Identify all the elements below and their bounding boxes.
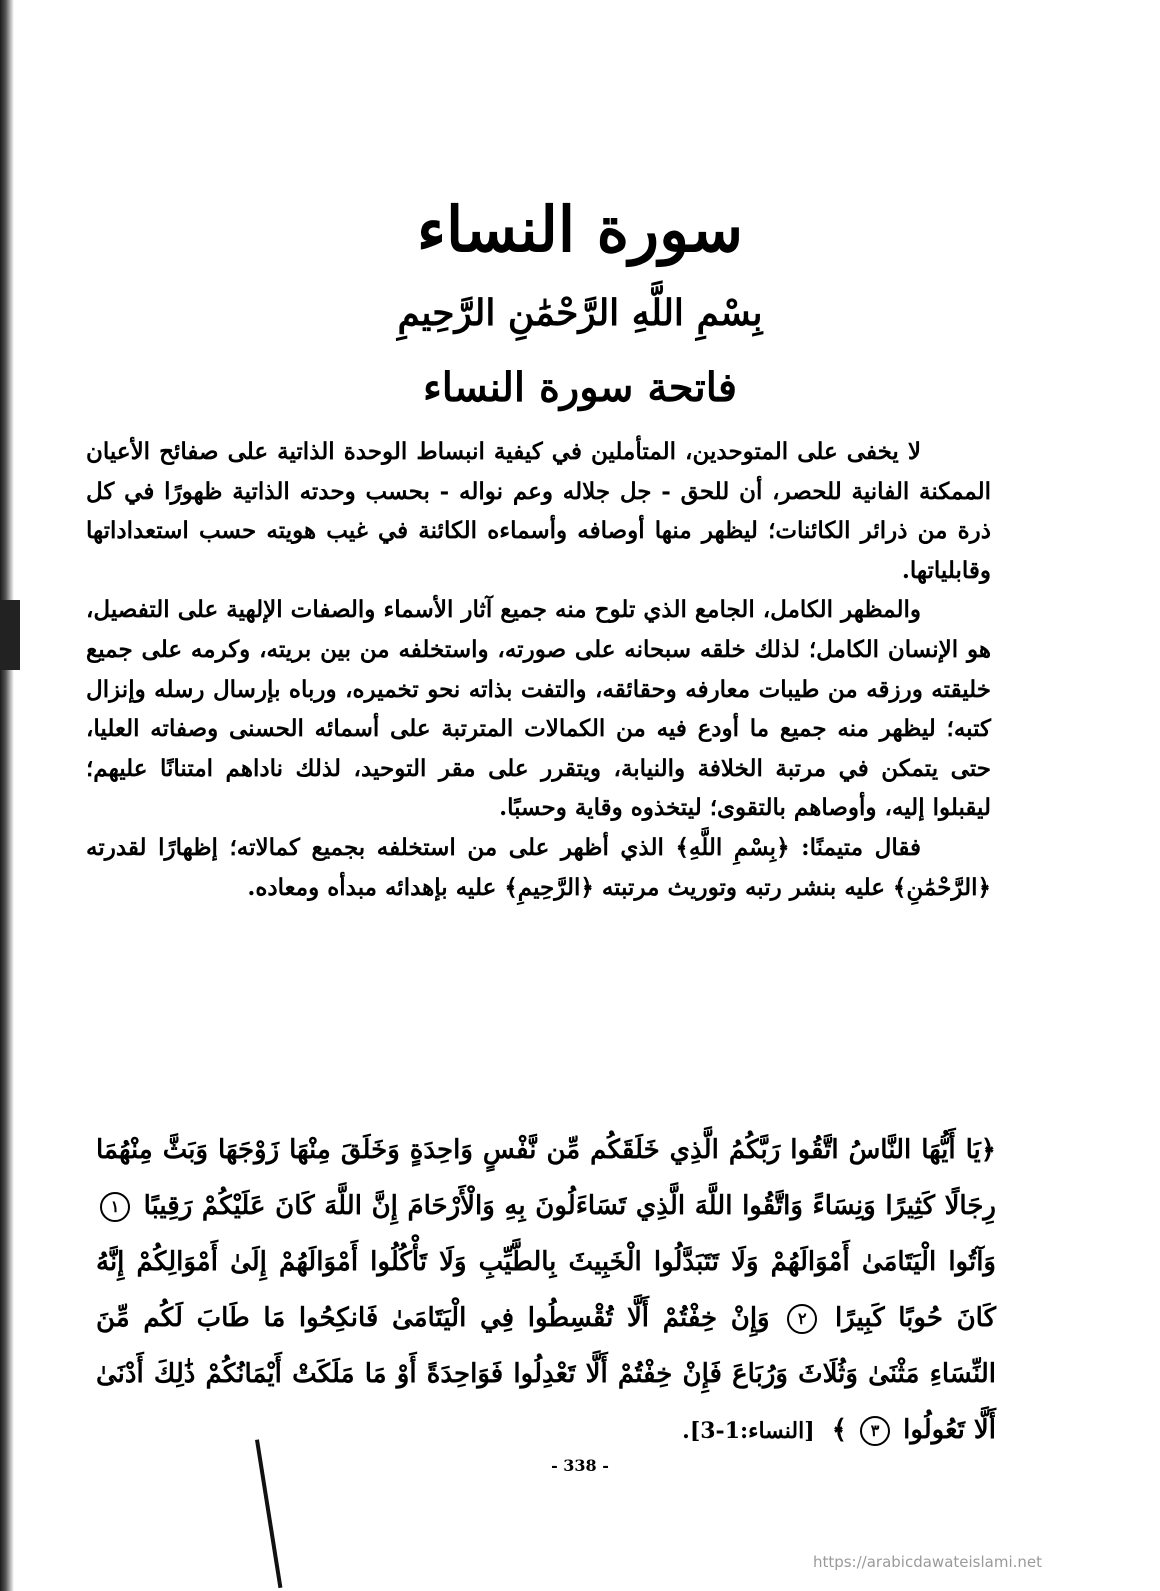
page-number: - 338 - [551,1456,609,1475]
basmala: بِسْمِ اللَّهِ الرَّحْمَٰنِ الرَّحِيمِ [397,292,763,334]
verse-text: ﴿يَا أَيُّهَا النَّاسُ اتَّقُوا رَبَّكُمُ الَّذِي خَلَقَكُم مِّن نَّفْسٍ وَاحِدَةٍ وَخَلَقَ مِنْهَا زَوْجَهَا وَبَثَّ مِنْهُمَا رِجَالًا كَثِيرًا وَنِسَاءً وَاتَّقُوا اللَّهَ الَّذِي تَسَاءَلُونَ بِهِ وَالْأَرْحَامَ إِنَّ اللَّهَ كَانَ عَلَيْكُمْ رَقِيبًا [96,1135,996,1221]
verse-text: وَآتُوا الْيَتَامَىٰ أَمْوَالَهُمْ وَلَا تَتَبَدَّلُوا الْخَبِيثَ بِالطَّيِّبِ وَلَا تَأْكُلُوا أَمْوَالَهُمْ إِلَىٰ أَمْوَالِكُمْ إِنَّهُ كَانَ حُوبًا كَبِيرًا [96,1247,996,1333]
verse-text: وَإِنْ خِفْتُمْ أَلَّا تُقْسِطُوا فِي الْيَتَامَىٰ فَانكِحُوا مَا طَابَ لَكُم مِّنَ النِّسَاءِ مَثْنَىٰ وَثُلَاثَ وَرُبَاعَ فَإِنْ خِفْتُمْ أَلَّا تَعْدِلُوا فَوَاحِدَةً أَوْ مَا مَلَكَتْ أَيْمَانُكُمْ ذَٰلِكَ أَدْنَىٰ أَلَّا تَعُولُوا [96,1303,996,1445]
verse-reference: [النساء:1-3]. [682,1418,815,1444]
verse-number: ١ [100,1192,130,1222]
verse-number: ٣ [860,1416,890,1446]
paragraph: فقال متيمنًا: ﴿بِسْمِ اللَّهِ﴾ الذي أظهر على من استخلفه بجميع كمالاته؛ إظهارًا لقدرته ﴿الرَّحْمَٰنِ﴾ عليه بنشر رتبه وتوريث مرتبته ﴿الرَّحِيمِ﴾ عليه بإهدائه مبدأه ومعاده. [86,833,991,901]
surah-title: سورة النساء [416,193,744,266]
section-title: فاتحة سورة النساء [422,364,738,411]
verse-close-bracket: ﴾ [831,1415,847,1445]
paragraph: لا يخفى على المتوحدين، المتأملين في كيفية انبساط الوحدة الذاتية على صفائح الأعيان الممكنة الفانية للحصر، أن للحق - جل جلاله وعم نواله - بحسب وحدته الذاتية ظهورًا في كل ذرة من ذرائر الكائنات؛ ليظهر منها أوصافه وأسماءه الكائنة في غيب هويته حسب استعداداتها وقابلياتها. [86,438,991,584]
paragraph: والمظهر الكامل، الجامع الذي تلوح منه جميع آثار الأسماء والصفات الإلهية على التفصيل، هو الإنسان الكامل؛ لذلك خلقه سبحانه على صورته، واستخلفه من بين بريته، وكرمه على جميع خليقته ورزقه من طيبات معارفه وحقائقه، والتفت بذاته نحو تخميره، ورباه بإرسال رسله وإنزال كتبه؛ ليظهر منه جميع ما أودع فيه من الكمالات المترتبة على أسمائه الحسنى وصفاته العليا، حتى يتمكن في مرتبة الخلافة والنيابة، ويتقرر على مقر التوحيد، لذلك ناداهم امتنانًا عليهم؛ ليقبلوا إليه، وأوصاهم بالتقوى؛ ليتخذوه وقاية وحسبًا. [86,596,991,822]
commentary-text [86,432,991,907]
verse-number: ٢ [787,1304,817,1334]
watermark-url[interactable]: https://arabicdawateislami.net [812,1553,1042,1571]
scan-edge-mark [0,600,20,670]
quran-verses [96,1122,996,1459]
